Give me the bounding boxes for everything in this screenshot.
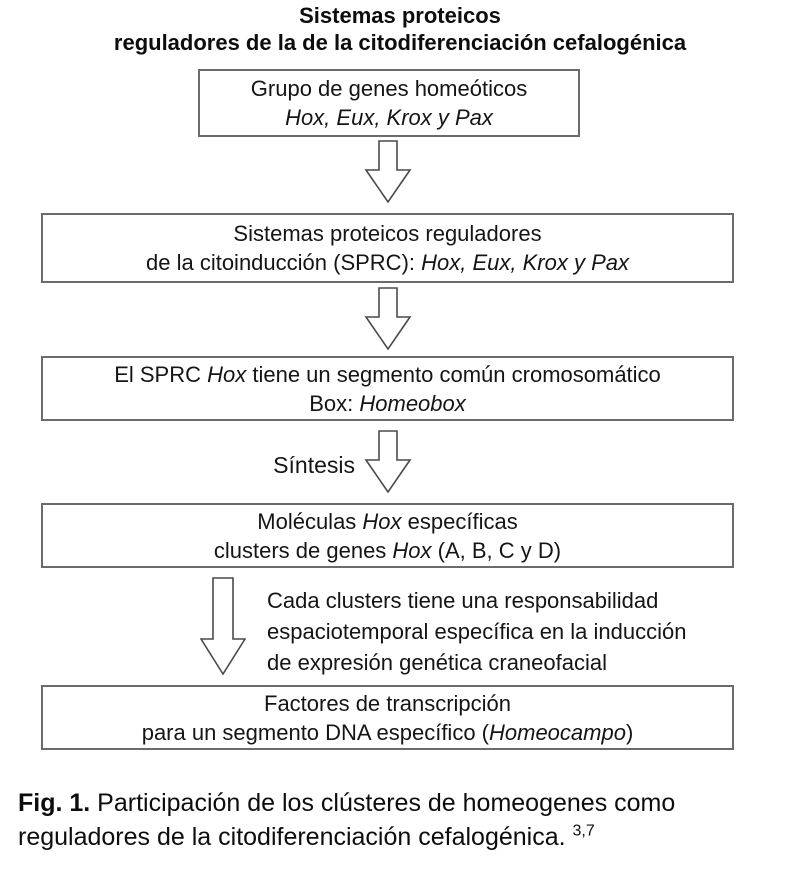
figure-title xyxy=(0,2,800,56)
down-arrow-icon xyxy=(364,287,412,351)
box-text-segment: de la citoinducción (SPRC): xyxy=(146,250,422,275)
box-text-segment: ) xyxy=(625,719,634,745)
box-text-segment: Sistemas proteicos reguladores xyxy=(233,221,542,246)
box-text-segment: clusters de genes xyxy=(213,537,393,563)
flow-box-sprc-hox-homeobox xyxy=(41,356,734,421)
flow-box-line xyxy=(142,718,634,747)
flow-box-transcription-factors xyxy=(41,685,734,750)
flow-box-line xyxy=(114,360,661,389)
box-text-segment-italic: Hox xyxy=(362,508,402,534)
figure-caption-references: 3,7 xyxy=(572,822,595,840)
figure-caption-label: Fig. 1. xyxy=(18,789,91,817)
sintesis-label: Síntesis xyxy=(273,452,355,478)
annotation-line: Cada clusters tiene una responsabilidad xyxy=(267,588,659,613)
flow-box-sprc-systems xyxy=(41,213,734,283)
flow-box-line xyxy=(214,536,561,565)
box-text-segment: (A, B, C y D) xyxy=(431,537,562,563)
flow-box-homeotic-genes-group xyxy=(198,69,580,137)
flow-box-line xyxy=(251,74,527,103)
box-text-segment: tiene un segmento común cromosomático xyxy=(246,361,661,387)
box-text-segment: para un segmento DNA específico ( xyxy=(141,719,489,745)
figure-title-line1: Sistemas proteicos xyxy=(299,3,501,28)
cluster-responsibility-annotation xyxy=(267,585,737,678)
box-text-segment: Box: xyxy=(309,390,360,416)
box-text-segment-italic: Homeobox xyxy=(359,390,466,416)
box-text-segment: específicas xyxy=(401,508,518,534)
box-text-segment: Grupo de genes homeóticos xyxy=(250,76,528,101)
flow-box-hox-molecules-clusters xyxy=(41,503,734,568)
down-arrow-icon xyxy=(364,140,412,204)
flow-box-line xyxy=(309,389,466,418)
figure-title-line2: reguladores de la de la citodiferenciación cefalogénica xyxy=(113,30,687,55)
annotation-line: de expresión genética craneofacial xyxy=(267,650,608,675)
flow-box-line xyxy=(264,689,511,718)
box-text-segment-italic: Homeocampo xyxy=(489,719,626,745)
flow-box-line xyxy=(285,103,493,132)
box-text-segment: Moléculas xyxy=(257,508,363,534)
down-arrow-icon xyxy=(364,430,412,494)
box-text-segment-italic: Hox xyxy=(392,537,432,563)
box-text-segment: El SPRC xyxy=(114,361,208,387)
box-text-segment-italic: Hox, Eux, Krox y Pax xyxy=(421,250,629,275)
flow-box-line xyxy=(233,219,541,248)
figure-caption xyxy=(18,786,774,854)
flow-box-line xyxy=(257,507,517,536)
box-text-segment-italic: Hox xyxy=(207,361,247,387)
figure-caption-text: Participación de los clústeres de homeogenes como reguladores de la citodiferenciación cefalogénica. xyxy=(18,789,676,851)
box-text-segment: Factores de transcripción xyxy=(264,690,511,716)
annotation-line: espaciotemporal específica en la inducción xyxy=(267,619,687,644)
down-arrow-long-icon xyxy=(200,577,246,676)
box-text-segment-italic: Hox, Eux, Krox y Pax xyxy=(285,105,493,130)
flow-box-line xyxy=(146,248,629,277)
